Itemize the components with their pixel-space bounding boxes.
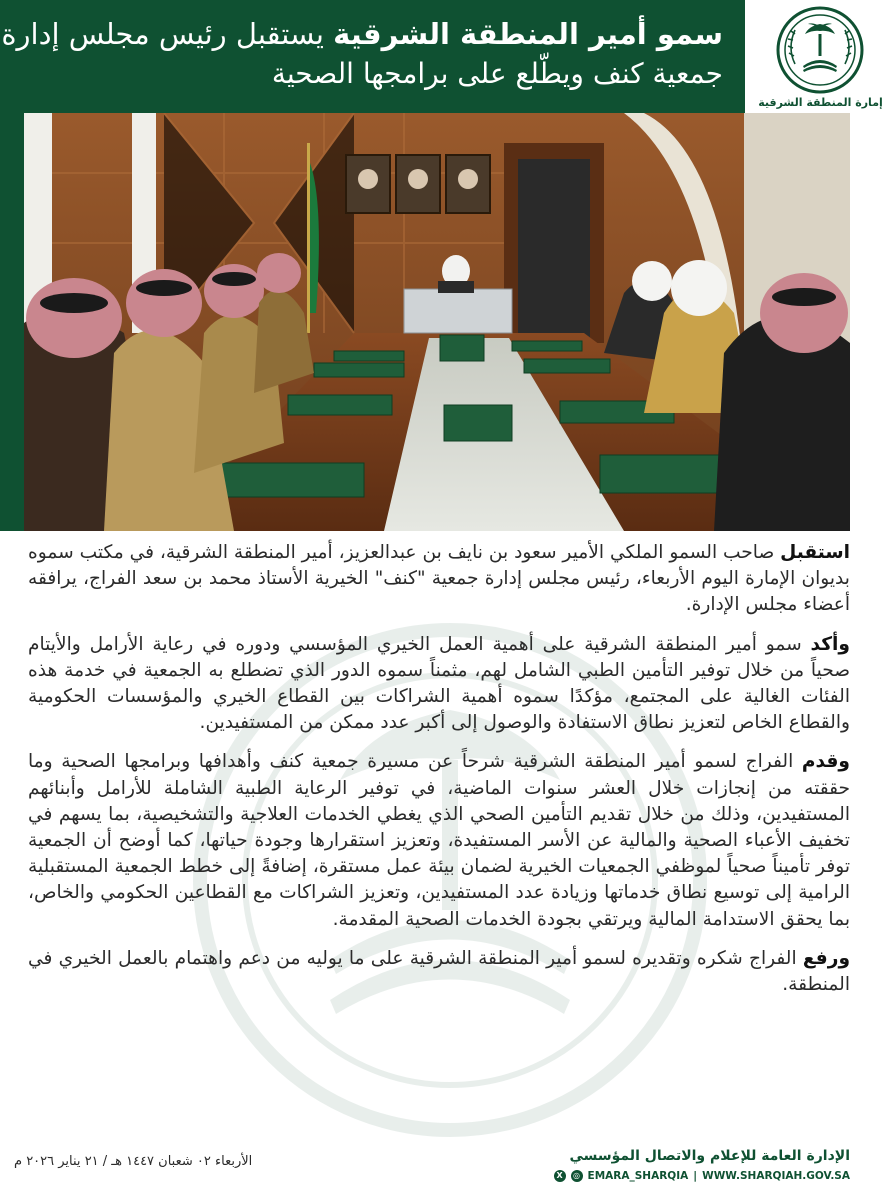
meeting-room-illustration	[24, 113, 850, 531]
paragraph-lead: وأكد	[810, 633, 850, 655]
paragraph-lead: استقبل	[780, 542, 850, 563]
paragraph-text: سمو أمير المنطقة الشرقية على أهمية العمل الخيري المؤسسي ودوره في رعاية الأرامل والأيتام صحياً من خلال توفير التأمين الطبي الشامل لهم، مثمناً سموه الدور الذي تضطلع به الجمعية في خدمة هذه الفئات الغالية على المجتمع، مؤكدًا سموه أهمية الشراكات بين القطاع الخيري والمؤسسات الحكومية والقطاع الخاص لتعزيز نطاق الاستفادة والوصول إلى أكبر عدد ممكن من المستفيدين.	[28, 633, 850, 734]
paragraph-text: صاحب السمو الملكي الأمير سعود بن نايف بن عبدالعزيز، أمير المنطقة الشرقية، في مكتب سموه بديوان الإمارة اليوم الأربعاء، رئيس مجلس إدارة جمعية "كنف" الخيرية الأستاذ محمد بن سعد الفراج، يرافقه أعضاء مجلس الإدارة.	[27, 542, 850, 616]
headline-line-2: جمعية كنف ويطّلع على برامجها الصحية	[271, 57, 723, 90]
logo-label: إمارة المنطقة الشرقية	[758, 96, 883, 109]
footer-links	[554, 1170, 850, 1182]
article-paragraph-3	[28, 749, 850, 932]
article-body	[28, 540, 850, 1011]
headline-line-1	[1, 14, 723, 54]
emblem-palm-swords-icon	[765, 4, 875, 96]
instagram-social-icon[interactable]: ◎	[571, 1170, 583, 1182]
publish-date: الأربعاء ٠٢ شعبان ١٤٤٧ هـ / ٢١ يناير ٢٠٢٦ م	[14, 1154, 253, 1169]
article-paragraph-1	[28, 540, 850, 619]
headline-accent: سمو أمير المنطقة الشرقية	[333, 17, 723, 51]
logo-block	[745, 0, 896, 113]
paragraph-text: الفراج شكره وتقديره لسمو أمير المنطقة الشرقية على ما يوليه من دعم واهتمام بالعمل الخيري في المنطقة.	[28, 947, 850, 996]
divider: |	[693, 1170, 698, 1182]
article-paragraph-4	[28, 946, 850, 998]
article-paragraph-2	[28, 632, 850, 737]
meeting-photo	[24, 113, 850, 531]
photo-left-band	[0, 113, 24, 531]
paragraph-lead: وقدم	[801, 751, 850, 773]
headline-rest: يستقبل رئيس مجلس إدارة	[1, 17, 334, 51]
photo-right-band	[850, 113, 896, 531]
social-handle[interactable]: EMARA_SHARQIA	[587, 1170, 689, 1182]
paragraph-lead: ورفع	[802, 947, 850, 969]
paragraph-text: الفراج لسمو أمير المنطقة الشرقية شرحاً عن مسيرة جمعية كنف وأهدافها وبرامجها الصحية وما حققته من إنجازات خلال العشر سنوات الماضية، في توفير الرعاية الطبية الشاملة للأرامل وأبنائهم المستفيدين، وذلك من خلال تقديم التأمين الصحي الذي يغطي الخدمات العلاجية والتشخيصية، بما يسهم في تخفيف الأعباء الصحية والمالية عن الأسر المستفيدة، وتعزيز استقرارها وجودة حياتها، كما أوضح أن الجمعية توفر تأميناً صحياً لموظفي الجمعيات الخيرية لضمان بيئة عمل مستقرة، إضافةً إلى خطط الجمعية المستقبلية الرامية إلى توسيع نطاق خدماتها وزيادة عدد المستفيدين، وتعزيز الشراكات مع القطاعين الحكومي والخاص، بما يحقق الاستدامة المالية ويرتقي بجودة الخدمات الصحية المقدمة.	[28, 751, 850, 930]
website-link[interactable]: WWW.SHARQIAH.GOV.SA	[702, 1170, 850, 1182]
footer	[0, 1140, 896, 1200]
header-banner	[0, 0, 745, 113]
x-social-icon[interactable]: X	[554, 1170, 566, 1182]
department-name: الإدارة العامة للإعلام والاتصال المؤسسي	[569, 1148, 850, 1164]
